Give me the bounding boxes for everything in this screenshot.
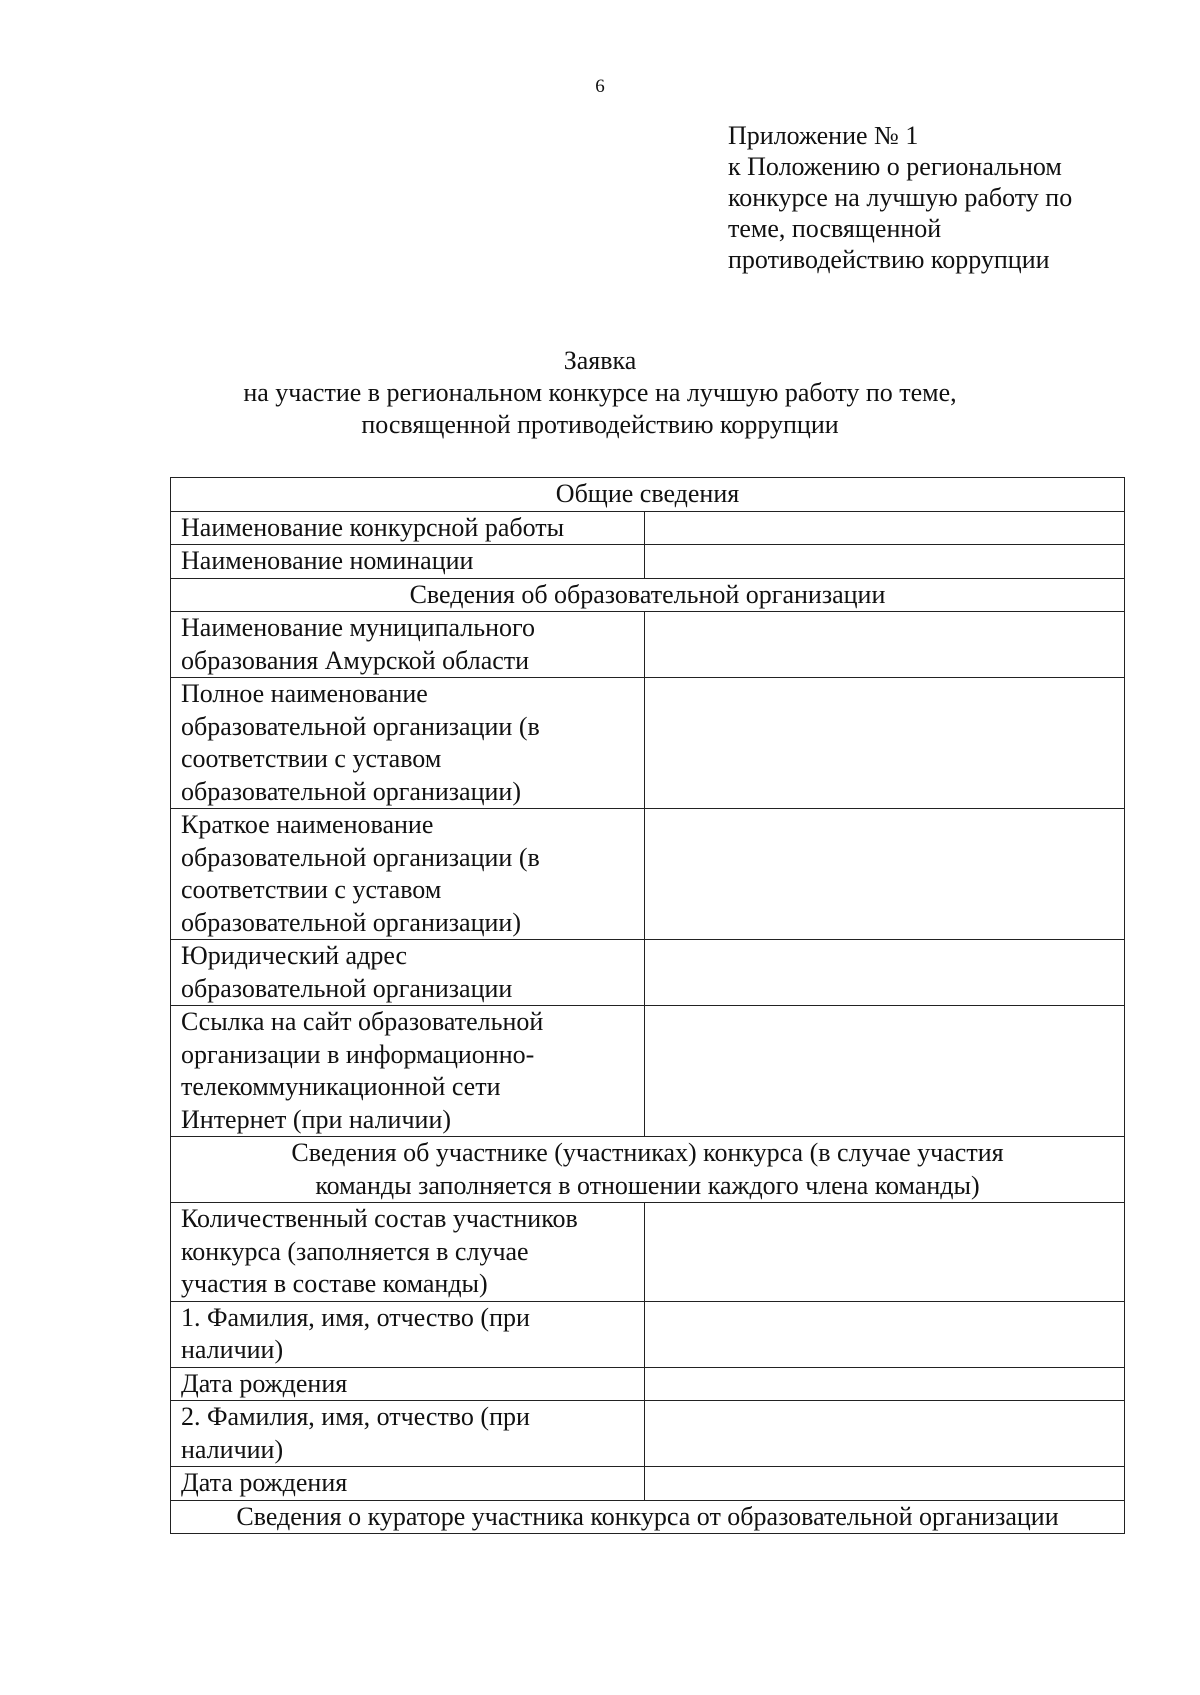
field-label-municipality (171, 612, 645, 678)
field-value-team-size[interactable] (645, 1203, 1125, 1302)
field-label-legal-address (171, 940, 645, 1006)
section-header-participants (171, 1137, 1125, 1203)
table-row (171, 1301, 1125, 1367)
label-line: конкурса (заполняется в случае (181, 1236, 529, 1266)
table-row (171, 1006, 1125, 1137)
appendix-line: теме, посвященной (728, 214, 942, 243)
appendix-line: Приложение № 1 (728, 121, 919, 150)
appendix-line: противодействию коррупции (728, 245, 1050, 274)
label-line: 2. Фамилия, имя, отчество (при (181, 1402, 530, 1431)
section-line: команды заполняется в отношении каждого члена команды) (315, 1170, 980, 1200)
field-value-nomination[interactable] (645, 545, 1125, 579)
label-line: Дата рождения (181, 1468, 348, 1497)
field-value-birth-1[interactable] (645, 1367, 1125, 1401)
label-line: образования Амурской области (181, 645, 530, 675)
label-line: Наименование номинации (181, 546, 474, 575)
appendix-line: конкурсе на лучшую работу по (728, 183, 1073, 212)
table-row (171, 1367, 1125, 1401)
table-row (171, 511, 1125, 545)
label-line: телекоммуникационной сети (181, 1072, 501, 1101)
label-line: наличии) (181, 1434, 284, 1464)
document-title (0, 345, 1200, 441)
label-line: Ссылка на сайт образовательной (181, 1007, 544, 1036)
section-header-general: Общие сведения (171, 478, 1125, 512)
field-value-short-name[interactable] (645, 809, 1125, 940)
label-line: Интернет (при наличии) (181, 1104, 452, 1134)
section-header-curator: Сведения о кураторе участника конкурса от образовательной организации (171, 1500, 1125, 1534)
field-value-fio-1[interactable] (645, 1301, 1125, 1367)
section-header-org: Сведения об образовательной организации (171, 578, 1125, 612)
field-value-municipality[interactable] (645, 612, 1125, 678)
label-line: соответствии с уставом (181, 875, 442, 904)
table-row (171, 1401, 1125, 1467)
label-line: участия в составе команды) (181, 1269, 488, 1298)
field-label-birth-2 (171, 1467, 645, 1501)
label-line: организации в информационно- (181, 1039, 535, 1069)
field-value-birth-2[interactable] (645, 1467, 1125, 1501)
label-line: образовательной организации) (181, 776, 521, 806)
section-line: Сведения об участнике (участниках) конкурса (в случае участия (291, 1138, 1004, 1167)
label-line: наличии) (181, 1335, 284, 1364)
label-line: Полное наименование (181, 679, 428, 708)
label-line: образовательной организации (в (181, 842, 540, 872)
page-number: 6 (595, 76, 605, 97)
title-line: на участие в региональном конкурсе на лучшую работу по теме, (243, 378, 957, 407)
label-line: Количественный состав участников (181, 1204, 578, 1233)
label-line: Дата рождения (181, 1368, 348, 1398)
table-row (171, 940, 1125, 1006)
label-line: Наименование конкурсной работы (181, 512, 565, 542)
label-line: 1. Фамилия, имя, отчество (при (181, 1302, 530, 1332)
field-label-work-name (171, 511, 645, 545)
field-value-fio-2[interactable] (645, 1401, 1125, 1467)
title-heading: Заявка (563, 346, 637, 375)
table-row (171, 1467, 1125, 1501)
label-line: образовательной организации) (181, 907, 521, 937)
field-label-fio-1 (171, 1301, 645, 1367)
field-value-work-name[interactable] (645, 511, 1125, 545)
field-label-nomination (171, 545, 645, 579)
table-row (171, 809, 1125, 940)
field-label-birth-1 (171, 1367, 645, 1401)
field-value-legal-address[interactable] (645, 940, 1125, 1006)
field-label-short-name (171, 809, 645, 940)
label-line: Наименование муниципального (181, 613, 536, 642)
section-row-participants (171, 1137, 1125, 1203)
field-label-fio-2 (171, 1401, 645, 1467)
section-row-curator (171, 1500, 1125, 1534)
label-line: образовательной организации (181, 973, 513, 1003)
field-value-full-name[interactable] (645, 678, 1125, 809)
label-line: Краткое наименование (181, 810, 434, 839)
label-line: образовательной организации (в (181, 711, 540, 741)
section-row-org (171, 578, 1125, 612)
application-form-table (170, 477, 1125, 1534)
table-row (171, 612, 1125, 678)
appendix-line: к Положению о региональном (728, 152, 1062, 181)
field-label-website (171, 1006, 645, 1137)
table-row (171, 1203, 1125, 1302)
label-line: соответствии с уставом (181, 744, 442, 773)
label-line: Юридический адрес (181, 941, 408, 970)
field-value-website[interactable] (645, 1006, 1125, 1137)
field-label-team-size (171, 1203, 645, 1302)
title-line: посвященной противодействию коррупции (361, 410, 839, 439)
field-label-full-name (171, 678, 645, 809)
table-row (171, 678, 1125, 809)
section-row-general (171, 478, 1125, 512)
table-row (171, 545, 1125, 579)
appendix-header (728, 120, 1168, 275)
